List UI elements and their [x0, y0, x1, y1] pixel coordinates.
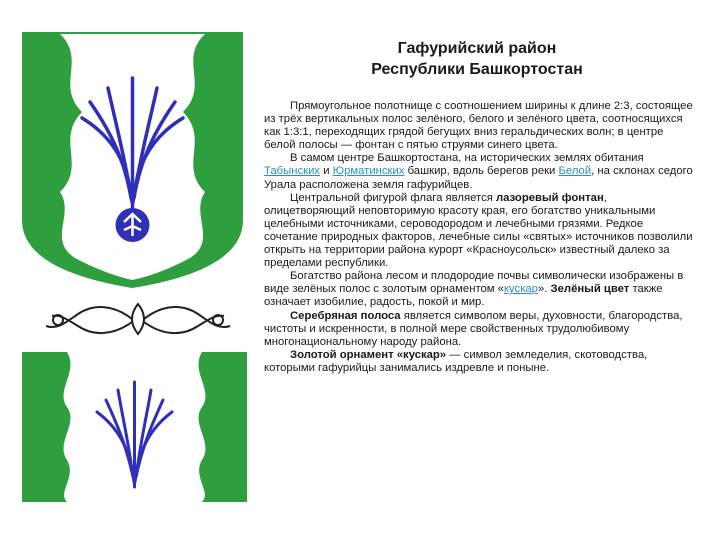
description-text: [264, 100, 696, 375]
text-span: ».: [537, 283, 551, 296]
text-span: , на склонах седого Урала расположена земля гафурийцев.: [264, 165, 693, 191]
text-span: , олицетворяющий неповторимую красоту края, его богатство уникальными целебными источниками, сероводородом и лечебными грязями. Редкое сочетание природных факторов, лечебные силы «святых» источников позволили открыть на территории района курорт «Красноусольск» известный далеко за пределами республики.: [264, 191, 693, 270]
page-title: [262, 38, 692, 80]
text-span: и: [320, 165, 333, 178]
text-span: В самом центре Башкортостана, на исторических землях обитания: [290, 152, 644, 165]
text-span: является символом веры, духовности, благородства, чистоты и искренности, в полной мере свойственных трудолюбивому многонациональному народу района.: [264, 309, 683, 348]
district-flag: [22, 352, 247, 502]
paragraph-green: [264, 270, 696, 309]
link-kuskar[interactable]: кускар: [503, 283, 538, 296]
link-tabynsk[interactable]: Табынских: [264, 165, 321, 178]
paragraph-fountain: [264, 192, 696, 271]
bold-term: Зелёный цвет: [550, 283, 630, 296]
text-span: — символ земледелия, скотоводства, которыми гафурийцы занимались издревле и поныне.: [264, 348, 648, 374]
paragraph-gold: [264, 349, 696, 375]
link-yurmatinsk[interactable]: Юрматинских: [332, 165, 405, 178]
text-span: башкир, вдоль берегов реки: [404, 165, 559, 178]
title-line-1: Гафурийский район: [397, 40, 557, 57]
bold-term: Серебряная полоса: [290, 309, 401, 322]
text-span: Центральной фигурой флага является: [290, 191, 496, 204]
ornament-divider: [38, 296, 238, 342]
title-line-2: Республики Башкортостан: [371, 61, 583, 78]
paragraph-flag-description: Прямоугольное полотнище с соотношением ширины к длине 2:3, состоящее из трёх вертикальных полос зелёного, белого и зелёного цвета, соотносящихся как 1:3:1, переходящих грядой бегущих вниз геральдических волн; в центре белой полосы — фонтан с пятью струями синего цвета.: [264, 100, 693, 152]
coat-of-arms-emblem: [20, 30, 245, 290]
link-belaya-river[interactable]: Белой: [558, 165, 592, 178]
bold-term: лазоревый фонтан: [495, 191, 604, 204]
text-span: Богатство района лесом и плодородие почвы символически изображены в виде зелёных полос с золотым орнаментом «: [264, 270, 684, 296]
text-span: также означает изобилие, радость, покой и мир.: [264, 283, 663, 309]
bold-term: Золотой орнамент «кускар»: [290, 348, 447, 361]
paragraph-history: [264, 152, 696, 191]
paragraph-silver: [264, 310, 696, 349]
